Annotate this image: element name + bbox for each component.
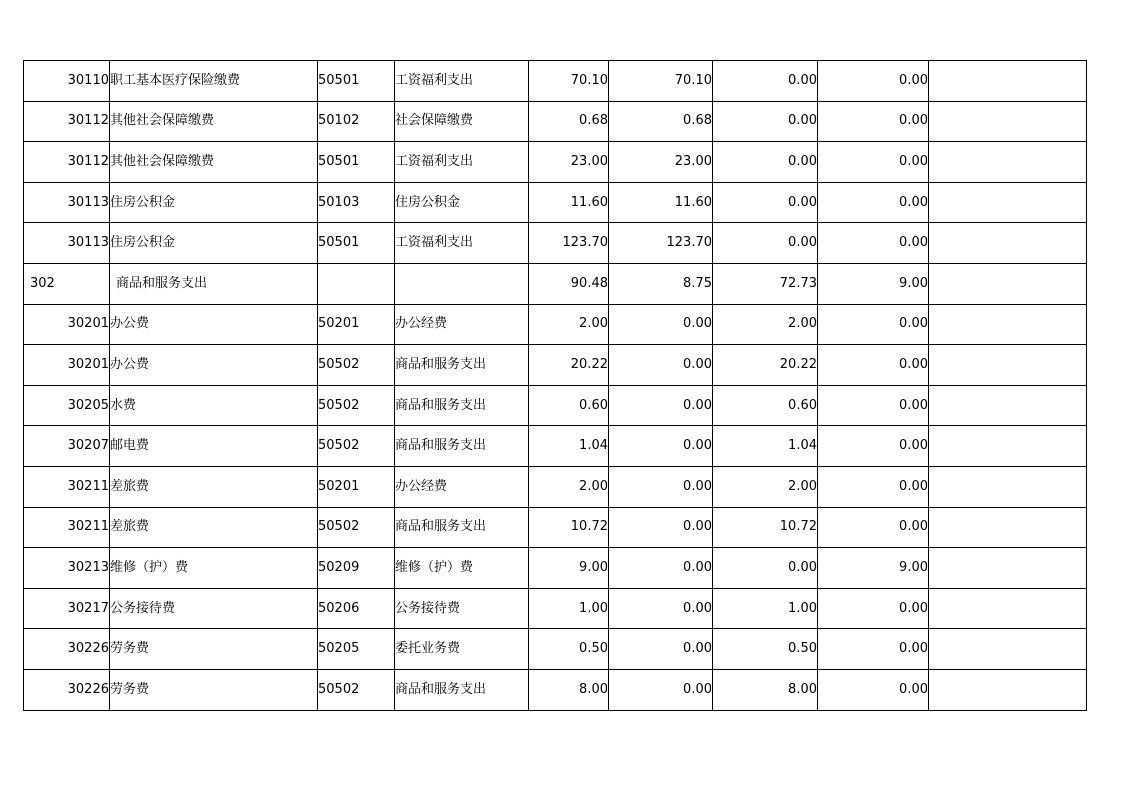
- remarks-cell: [929, 223, 1087, 264]
- economic-code-cell: 50103: [318, 182, 395, 223]
- table-row: [24, 507, 1087, 548]
- subject-name-cell: 邮电费: [110, 426, 318, 467]
- table-row: [24, 548, 1087, 589]
- economic-code-cell: 50201: [318, 304, 395, 345]
- project-expenditure-cell: 10.72: [713, 507, 818, 548]
- remarks-cell: [929, 142, 1087, 183]
- remarks-cell: [929, 669, 1087, 710]
- project-expenditure-cell: 72.73: [713, 263, 818, 304]
- total-amount-cell: 0.60: [529, 385, 609, 426]
- subject-name-cell: 差旅费: [110, 466, 318, 507]
- basic-expenditure-cell: 0.00: [609, 345, 713, 386]
- table-row: [24, 426, 1087, 467]
- total-amount-cell: 2.00: [529, 304, 609, 345]
- table-row: [24, 629, 1087, 670]
- table-row: [24, 101, 1087, 142]
- remarks-cell: [929, 304, 1087, 345]
- project-expenditure-cell: 0.00: [713, 142, 818, 183]
- economic-code-cell: 50501: [318, 223, 395, 264]
- subject-name-cell: 其他社会保障缴费: [110, 101, 318, 142]
- other-amount-cell: 0.00: [818, 507, 929, 548]
- remarks-cell: [929, 426, 1087, 467]
- basic-expenditure-cell: 0.00: [609, 669, 713, 710]
- basic-expenditure-cell: 0.00: [609, 507, 713, 548]
- total-amount-cell: 1.04: [529, 426, 609, 467]
- basic-expenditure-cell: 0.68: [609, 101, 713, 142]
- economic-name-cell: 社会保障缴费: [395, 101, 529, 142]
- remarks-cell: [929, 588, 1087, 629]
- other-amount-cell: 0.00: [818, 426, 929, 467]
- table-row: [24, 466, 1087, 507]
- remarks-cell: [929, 548, 1087, 589]
- remarks-cell: [929, 182, 1087, 223]
- economic-name-cell: 工资福利支出: [395, 223, 529, 264]
- subject-code-cell: 30226: [24, 629, 110, 670]
- economic-code-cell: 50502: [318, 426, 395, 467]
- other-amount-cell: 0.00: [818, 101, 929, 142]
- project-expenditure-cell: 20.22: [713, 345, 818, 386]
- project-expenditure-cell: 2.00: [713, 304, 818, 345]
- economic-name-cell: 商品和服务支出: [395, 385, 529, 426]
- basic-expenditure-cell: 70.10: [609, 61, 713, 102]
- basic-expenditure-cell: 0.00: [609, 426, 713, 467]
- subject-code-cell: 30205: [24, 385, 110, 426]
- economic-name-cell: 工资福利支出: [395, 61, 529, 102]
- other-amount-cell: 0.00: [818, 629, 929, 670]
- project-expenditure-cell: 0.00: [713, 223, 818, 264]
- subject-name-cell: 维修（护）费: [110, 548, 318, 589]
- subject-name-cell: 办公费: [110, 345, 318, 386]
- other-amount-cell: 0.00: [818, 385, 929, 426]
- subject-code-cell: 30226: [24, 669, 110, 710]
- economic-name-cell: [395, 263, 529, 304]
- table-row: [24, 182, 1087, 223]
- subject-code-cell: 30112: [24, 142, 110, 183]
- subject-code-cell: 30211: [24, 466, 110, 507]
- other-amount-cell: 0.00: [818, 669, 929, 710]
- economic-code-cell: 50501: [318, 142, 395, 183]
- project-expenditure-cell: 0.50: [713, 629, 818, 670]
- table-row: [24, 385, 1087, 426]
- subject-code-cell: 30213: [24, 548, 110, 589]
- subject-name-cell: 其他社会保障缴费: [110, 142, 318, 183]
- economic-name-cell: 办公经费: [395, 466, 529, 507]
- economic-code-cell: 50502: [318, 345, 395, 386]
- project-expenditure-cell: 0.00: [713, 182, 818, 223]
- project-expenditure-cell: 0.00: [713, 101, 818, 142]
- other-amount-cell: 0.00: [818, 304, 929, 345]
- other-amount-cell: 0.00: [818, 182, 929, 223]
- remarks-cell: [929, 61, 1087, 102]
- economic-name-cell: 商品和服务支出: [395, 669, 529, 710]
- subject-code-cell: 30201: [24, 345, 110, 386]
- basic-expenditure-cell: 23.00: [609, 142, 713, 183]
- subject-code-cell: 30112: [24, 101, 110, 142]
- basic-expenditure-cell: 8.75: [609, 263, 713, 304]
- project-expenditure-cell: 1.00: [713, 588, 818, 629]
- total-amount-cell: 0.50: [529, 629, 609, 670]
- total-amount-cell: 8.00: [529, 669, 609, 710]
- total-amount-cell: 20.22: [529, 345, 609, 386]
- economic-code-cell: 50205: [318, 629, 395, 670]
- other-amount-cell: 0.00: [818, 466, 929, 507]
- other-amount-cell: 9.00: [818, 263, 929, 304]
- economic-name-cell: 公务接待费: [395, 588, 529, 629]
- basic-expenditure-cell: 11.60: [609, 182, 713, 223]
- total-amount-cell: 1.00: [529, 588, 609, 629]
- subject-code-cell: 30217: [24, 588, 110, 629]
- economic-code-cell: [318, 263, 395, 304]
- basic-expenditure-cell: 0.00: [609, 466, 713, 507]
- table-body: [24, 61, 1087, 711]
- subject-code-cell: 30201: [24, 304, 110, 345]
- subject-code-cell: 30110: [24, 61, 110, 102]
- other-amount-cell: 0.00: [818, 588, 929, 629]
- project-expenditure-cell: 8.00: [713, 669, 818, 710]
- economic-code-cell: 50206: [318, 588, 395, 629]
- economic-code-cell: 50209: [318, 548, 395, 589]
- subject-code-cell: 302: [24, 263, 110, 304]
- budget-expenditure-table: [23, 60, 1087, 711]
- project-expenditure-cell: 0.60: [713, 385, 818, 426]
- economic-code-cell: 50502: [318, 669, 395, 710]
- subject-name-cell: 公务接待费: [110, 588, 318, 629]
- economic-code-cell: 50501: [318, 61, 395, 102]
- economic-code-cell: 50502: [318, 385, 395, 426]
- remarks-cell: [929, 263, 1087, 304]
- subject-name-cell: 差旅费: [110, 507, 318, 548]
- table-row: [24, 304, 1087, 345]
- remarks-cell: [929, 507, 1087, 548]
- basic-expenditure-cell: 123.70: [609, 223, 713, 264]
- subject-name-cell: 职工基本医疗保险缴费: [110, 61, 318, 102]
- total-amount-cell: 70.10: [529, 61, 609, 102]
- other-amount-cell: 0.00: [818, 61, 929, 102]
- basic-expenditure-cell: 0.00: [609, 304, 713, 345]
- subject-code-cell: 30211: [24, 507, 110, 548]
- remarks-cell: [929, 345, 1087, 386]
- remarks-cell: [929, 101, 1087, 142]
- table-row: [24, 61, 1087, 102]
- total-amount-cell: 9.00: [529, 548, 609, 589]
- remarks-cell: [929, 385, 1087, 426]
- total-amount-cell: 23.00: [529, 142, 609, 183]
- subject-code-cell: 30113: [24, 223, 110, 264]
- economic-name-cell: 住房公积金: [395, 182, 529, 223]
- economic-code-cell: 50201: [318, 466, 395, 507]
- basic-expenditure-cell: 0.00: [609, 588, 713, 629]
- subject-name-cell: 住房公积金: [110, 182, 318, 223]
- total-amount-cell: 2.00: [529, 466, 609, 507]
- remarks-cell: [929, 466, 1087, 507]
- subject-name-cell: 商品和服务支出: [110, 263, 318, 304]
- table-row: [24, 345, 1087, 386]
- subject-name-cell: 劳务费: [110, 629, 318, 670]
- other-amount-cell: 9.00: [818, 548, 929, 589]
- subject-name-cell: 劳务费: [110, 669, 318, 710]
- table-row: [24, 669, 1087, 710]
- total-amount-cell: 123.70: [529, 223, 609, 264]
- subject-code-cell: 30113: [24, 182, 110, 223]
- economic-name-cell: 商品和服务支出: [395, 426, 529, 467]
- other-amount-cell: 0.00: [818, 345, 929, 386]
- subject-name-cell: 住房公积金: [110, 223, 318, 264]
- total-amount-cell: 10.72: [529, 507, 609, 548]
- economic-name-cell: 商品和服务支出: [395, 345, 529, 386]
- other-amount-cell: 0.00: [818, 142, 929, 183]
- economic-name-cell: 委托业务费: [395, 629, 529, 670]
- basic-expenditure-cell: 0.00: [609, 548, 713, 589]
- project-expenditure-cell: 1.04: [713, 426, 818, 467]
- economic-name-cell: 办公经费: [395, 304, 529, 345]
- table-row: [24, 263, 1087, 304]
- remarks-cell: [929, 629, 1087, 670]
- basic-expenditure-cell: 0.00: [609, 385, 713, 426]
- economic-name-cell: 维修（护）费: [395, 548, 529, 589]
- total-amount-cell: 11.60: [529, 182, 609, 223]
- project-expenditure-cell: 2.00: [713, 466, 818, 507]
- project-expenditure-cell: 0.00: [713, 61, 818, 102]
- subject-name-cell: 办公费: [110, 304, 318, 345]
- economic-code-cell: 50102: [318, 101, 395, 142]
- table-row: [24, 142, 1087, 183]
- table-row: [24, 588, 1087, 629]
- economic-name-cell: 商品和服务支出: [395, 507, 529, 548]
- project-expenditure-cell: 0.00: [713, 548, 818, 589]
- economic-code-cell: 50502: [318, 507, 395, 548]
- basic-expenditure-cell: 0.00: [609, 629, 713, 670]
- subject-name-cell: 水费: [110, 385, 318, 426]
- total-amount-cell: 0.68: [529, 101, 609, 142]
- total-amount-cell: 90.48: [529, 263, 609, 304]
- economic-name-cell: 工资福利支出: [395, 142, 529, 183]
- other-amount-cell: 0.00: [818, 223, 929, 264]
- table-row: [24, 223, 1087, 264]
- subject-code-cell: 30207: [24, 426, 110, 467]
